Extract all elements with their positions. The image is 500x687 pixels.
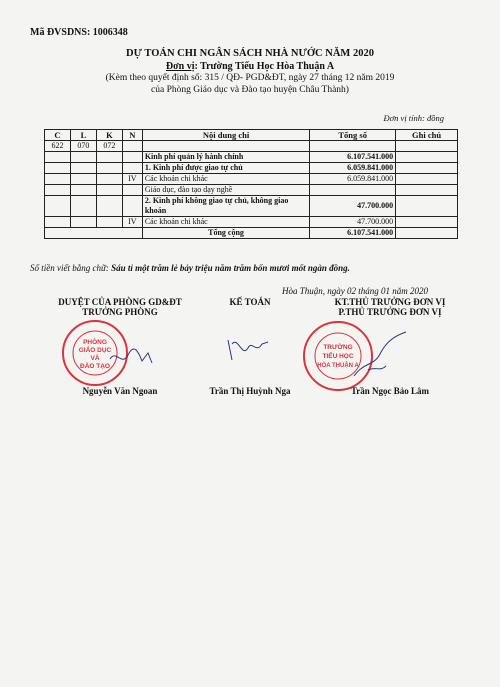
header-content: Nội dung chi (142, 130, 309, 141)
row-n (122, 185, 142, 196)
svg-text:GIÁO DỤC: GIÁO DỤC (78, 347, 112, 354)
header-k: K (96, 130, 122, 141)
row-n (122, 196, 142, 217)
document-title: DỰ TOÁN CHI NGÂN SÁCH NHÀ NƯỚC NĂM 2020 (126, 48, 374, 59)
row-total: 47.700.000 (310, 196, 396, 217)
table-row (45, 163, 458, 174)
table-total-row (45, 228, 458, 239)
table-row (45, 152, 458, 163)
header-n: N (122, 130, 142, 141)
amount-in-words-value: Sáu tỉ một trăm lẻ bảy triệu năm trăm bốn mươi mốt ngàn đồng. (111, 263, 350, 273)
table-row (45, 174, 458, 185)
row-total: 6.107.541.000 (310, 152, 396, 163)
head-of-unit-name: Trần Ngọc Bảo Lâm (350, 386, 430, 396)
issuer-reference: của Phòng Giáo dục và Đào tạo huyện Châu Thành) (151, 85, 349, 95)
svg-text:ĐÀO TẠO: ĐÀO TẠO (80, 363, 110, 370)
unit-label: Đơn vị (165, 61, 195, 72)
row-n (122, 152, 142, 163)
row-total: 6.059.841.000 (310, 174, 396, 185)
header-total: Tổng số (310, 130, 396, 141)
header-l: L (70, 130, 96, 141)
row-n: IV (122, 174, 142, 185)
row-total: 6.059.841.000 (310, 163, 396, 174)
approver-title: DUYỆT CỦA PHÒNG GD&ĐT TRƯỞNG PHÒNG (58, 297, 182, 317)
decision-reference: (Kèm theo quyết định số: 315 / QĐ- PGD&ĐT, ngày 27 tháng 12 năm 2019 (105, 73, 395, 83)
row-content: Các khoản chi khác (142, 174, 309, 185)
date-line: Hòa Thuận, ngày 02 tháng 01 năm 2020 (282, 286, 428, 296)
approver-name: Nguyễn Văn Ngoan (82, 386, 158, 396)
row-n: IV (122, 217, 142, 228)
amount-in-words (30, 263, 350, 273)
header-c: C (45, 130, 71, 141)
svg-text:TIỂU HỌC: TIỂU HỌC (322, 353, 354, 360)
accountant-signature (222, 330, 272, 370)
code-c: 622 (45, 141, 71, 152)
code-l: 070 (70, 141, 96, 152)
currency-unit: Đơn vị tính: đồng (383, 113, 444, 123)
row-content: 2. Kinh phí không giao tự chủ, không giao khoán (142, 196, 309, 217)
table-row (45, 141, 458, 152)
svg-text:VÀ: VÀ (90, 355, 100, 362)
unit-value: : Trường Tiểu Học Hòa Thuận A (194, 61, 335, 72)
svg-text:PHÒNG: PHÒNG (83, 339, 107, 346)
amount-in-words-label: Số tiền viết bằng chữ: (30, 263, 109, 273)
table-row (45, 217, 458, 228)
code-k: 072 (96, 141, 122, 152)
head-of-unit-title: KT.THỦ TRƯỞNG ĐƠN VỊ P.THỦ TRƯỞNG ĐƠN VỊ (334, 297, 446, 317)
table-row (45, 185, 458, 196)
row-content: 1. Kinh phí được giao tự chủ (142, 163, 309, 174)
table-row (45, 196, 458, 217)
budget-table (44, 129, 458, 239)
accountant-title: KẾ TOÁN (229, 297, 271, 307)
head-of-unit-signature (350, 326, 410, 386)
table-header-row (45, 130, 458, 141)
row-content: Kinh phí quản lý hành chính (142, 152, 309, 163)
unit-line (0, 61, 500, 72)
row-total (310, 185, 396, 196)
row-total: 47.700.000 (310, 217, 396, 228)
svg-text:HÒA THUẬN A: HÒA THUẬN A (317, 363, 359, 369)
header-note: Ghi chú (396, 130, 458, 141)
svg-text:TRƯỜNG: TRƯỜNG (323, 344, 353, 351)
total-value: 6.107.541.000 (310, 228, 396, 239)
row-content: Giáo dục, đào tạo dạy nghề (142, 185, 309, 196)
budget-unit-code: Mã ĐVSDNS: 1006348 (30, 27, 128, 38)
row-content: Các khoản chi khác (142, 217, 309, 228)
total-label: Tổng cộng (142, 228, 309, 239)
accountant-name: Trần Thị Huỳnh Nga (209, 386, 291, 396)
approver-signature (108, 345, 158, 369)
row-n (122, 163, 142, 174)
